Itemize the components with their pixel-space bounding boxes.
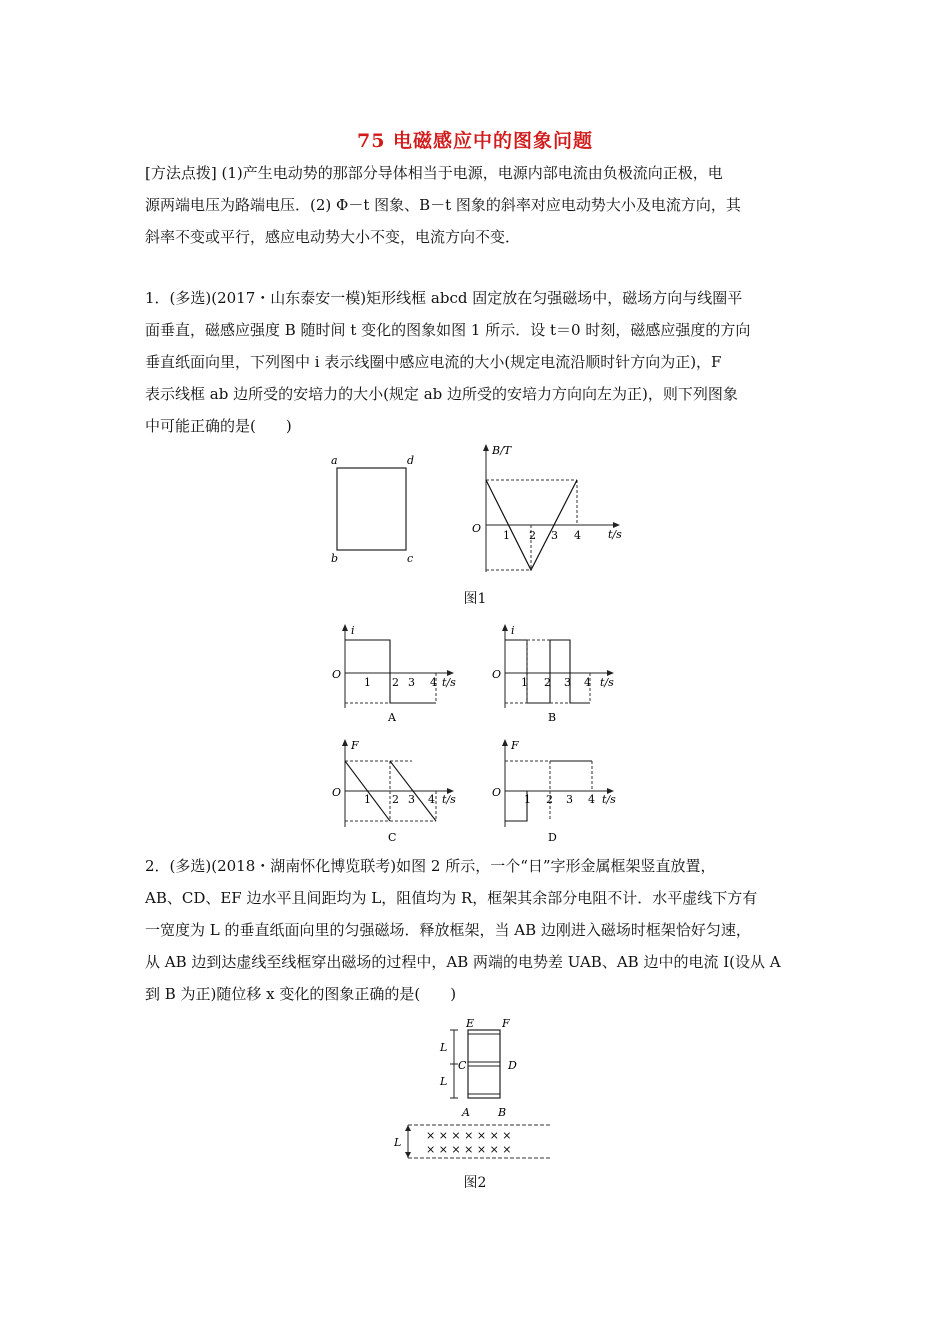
option-label-c: C xyxy=(388,831,397,844)
x-label: t/s xyxy=(602,793,616,806)
x-label: t/s xyxy=(600,676,614,689)
label-d: D xyxy=(508,1059,517,1072)
bar-cd xyxy=(468,1062,500,1066)
q2-line-2: AB、CD、EF 边水平且间距均为 L，阻值均为 R，框架其余部分电阻不计．水平虚线下方有 xyxy=(145,889,758,907)
label-e: E xyxy=(466,1017,475,1030)
method-line-3: 斜率不变或平行，感应电动势大小不变，电流方向不变． xyxy=(145,228,521,246)
tick-3: 3 xyxy=(564,676,571,689)
tick-2: 2 xyxy=(392,676,399,689)
field-dim-arrow-up xyxy=(405,1125,411,1131)
frame-abcd-figure xyxy=(325,450,425,570)
y-label: i xyxy=(351,624,355,637)
tick-2: 2 xyxy=(529,529,536,542)
label-f: F xyxy=(502,1017,510,1030)
tick-3: 3 xyxy=(551,529,558,542)
q1-line-4: 表示线框 ab 边所受的安培力的大小(规定 ab 边所受的安培力方向向左为正)，则下列图象 xyxy=(145,385,738,403)
corner-label-d: d xyxy=(407,454,415,467)
figure-2-caption: 图2 xyxy=(463,1175,487,1191)
y-label: F xyxy=(351,739,359,752)
label-l-top: L xyxy=(440,1041,448,1054)
q1-line-2: 面垂直，磁感应强度 B 随时间 t 变化的图象如图 1 所示．设 t＝0 时刻，磁感应强度的方向 xyxy=(145,321,751,339)
option-label-d: D xyxy=(548,831,557,844)
current-curve xyxy=(345,640,436,703)
field-row-2: × × × × × × × xyxy=(426,1143,512,1156)
origin-label: O xyxy=(332,668,342,681)
tick-3: 3 xyxy=(566,793,573,806)
y-label: F xyxy=(511,739,519,752)
y-label: B/T xyxy=(492,444,512,457)
tick-1: 1 xyxy=(524,793,531,806)
tick-3: 3 xyxy=(408,793,415,806)
q1-line-5: 中可能正确的是( ) xyxy=(145,417,292,435)
label-l-bottom: L xyxy=(440,1075,448,1088)
label-a: A xyxy=(462,1106,470,1119)
origin-label: O xyxy=(332,786,342,799)
figure-1-caption: 图1 xyxy=(463,591,487,607)
question-1 xyxy=(145,282,810,442)
page-title: 75 电磁感应中的图象问题 xyxy=(356,130,594,152)
tick-4: 4 xyxy=(574,529,581,542)
q1-line-1: 1．(多选)(2017・山东泰安一模)矩形线框 abcd 固定放在匀强磁场中，磁场方向与线圈平 xyxy=(145,289,743,307)
x-label: t/s xyxy=(442,676,456,689)
label-b: B xyxy=(498,1106,507,1119)
option-label-b: B xyxy=(548,711,557,724)
label-c: C xyxy=(458,1059,467,1072)
y-axis-arrow xyxy=(483,444,489,451)
origin-label: O xyxy=(492,786,502,799)
field-row-1: × × × × × × × xyxy=(426,1129,512,1142)
corner-label-b: b xyxy=(331,552,339,565)
tick-4: 4 xyxy=(584,676,591,689)
tick-4: 4 xyxy=(588,793,595,806)
tick-4: 4 xyxy=(428,793,435,806)
outer-frame xyxy=(468,1030,500,1098)
corner-label-a: a xyxy=(331,454,338,467)
method-tips xyxy=(145,157,810,253)
option-d-graph xyxy=(490,735,625,850)
option-a-graph xyxy=(330,620,465,730)
q2-line-5: 到 B 为正)随位移 x 变化的图象正确的是( ) xyxy=(145,985,457,1003)
tick-4: 4 xyxy=(430,676,437,689)
b-t-graph xyxy=(470,440,630,580)
tick-1: 1 xyxy=(364,793,371,806)
y-axis-arrow xyxy=(502,624,508,631)
tick-2: 2 xyxy=(392,793,399,806)
ri-frame-figure xyxy=(430,1018,530,1133)
x-label: t/s xyxy=(442,793,456,806)
current-curve xyxy=(505,640,590,703)
tick-2: 2 xyxy=(546,793,553,806)
origin-label: O xyxy=(492,668,502,681)
origin-label: O xyxy=(472,522,482,535)
y-axis-arrow xyxy=(502,739,508,746)
tick-1: 1 xyxy=(521,676,528,689)
q1-line-3: 垂直纸面向里，下列图中 i 表示线圈中感应电流的大小(规定电流沿顺时针方向为正)，F xyxy=(145,353,722,371)
y-axis-arrow xyxy=(342,624,348,631)
x-label: t/s xyxy=(608,528,622,541)
method-line-2: 源两端电压为路端电压．(2) Φ－t 图象、B－t 图象的斜率对应电动势大小及电流方向，其 xyxy=(145,196,741,214)
option-c-graph xyxy=(330,735,465,850)
field-dim-arrow-down xyxy=(405,1152,411,1158)
q2-line-1: 2．(多选)(2018・湖南怀化博览联考)如图 2 所示，一个“日”字形金属框架竖直放置， xyxy=(145,857,716,875)
option-label-a: A xyxy=(388,711,396,724)
frame-rectangle xyxy=(337,468,406,550)
q2-line-3: 一宽度为 L 的垂直纸面向里的匀强磁场．释放框架，当 AB 边刚进入磁场时框架恰好匀速， xyxy=(145,921,751,939)
q2-line-4: 从 AB 边到达虚线至线框穿出磁场的过程中，AB 两端的电势差 UAB、AB 边中的电流 I(设从 A xyxy=(145,953,781,971)
tick-1: 1 xyxy=(503,529,510,542)
tick-1: 1 xyxy=(364,676,371,689)
tick-3: 3 xyxy=(408,676,415,689)
question-2 xyxy=(145,850,810,1010)
tick-2: 2 xyxy=(544,676,551,689)
y-axis-arrow xyxy=(342,739,348,746)
label-l-field: L xyxy=(394,1136,402,1149)
magnetic-field-figure xyxy=(390,1120,560,1165)
y-label: i xyxy=(511,624,515,637)
method-line-1: [方法点拨] (1)产生电动势的那部分导体相当于电源，电源内部电流由负极流向正极，电 xyxy=(145,164,723,182)
option-b-graph xyxy=(490,620,625,730)
corner-label-c: c xyxy=(407,552,414,565)
